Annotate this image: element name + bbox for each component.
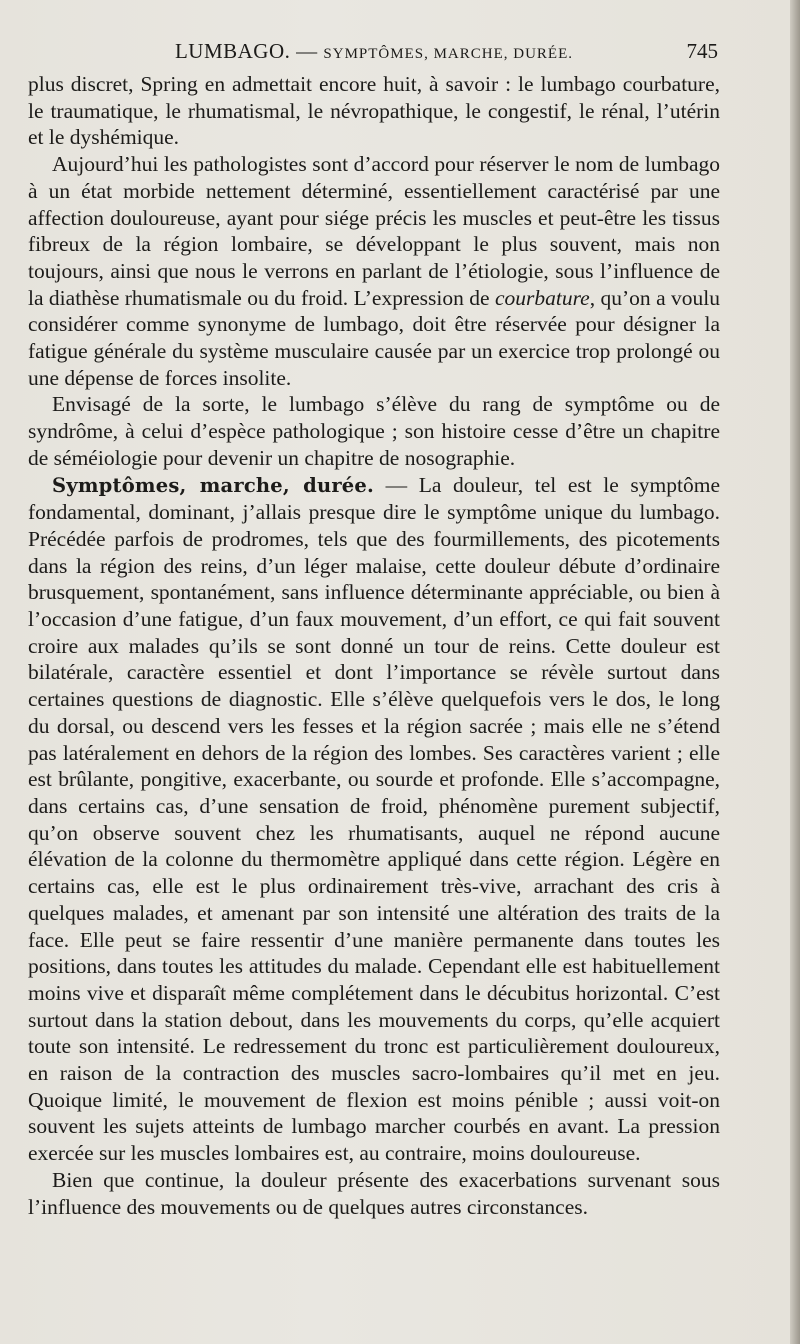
- paragraph-2: [28, 151, 720, 391]
- running-head: [28, 36, 720, 69]
- paragraph-2-text-after: , qu’on a voulu considérer comme synonyme de lumbago, doit être réservée pour désigner la fatigue générale du système musculaire causée par un exercice trop prolongé ou une dépense de forces insolite.: [28, 285, 720, 390]
- page-header: [28, 36, 720, 66]
- running-head-dash: —: [296, 39, 318, 63]
- page-edge: [790, 0, 800, 1344]
- paragraph-3: Envisagé de la sorte, le lumbago s’élève du rang de symptôme ou de syndrôme, à celui d’espèce pathologique ; son histoire cesse d’être un chapitre de séméiologie pour devenir un chapitre de nosographie.: [28, 392, 720, 470]
- paragraph-2-italic-term: courbature: [494, 285, 590, 310]
- paragraph-1: plus discret, Spring en admettait encore huit, à savoir : le lumbago courbature, le traumatique, le rhumatismal, le névropathique, le congestif, le rénal, l’utérin et le dyshémique.: [28, 72, 720, 150]
- section-heading: Symptômes, marche, durée.: [52, 473, 374, 497]
- paragraph-4-body: — La douleur, tel est le symptôme fondamental, dominant, j’allais presque dire le symptôme unique du lumbago. Précédée parfois de prodromes, tels que des fourmillements, des picotements dans la région des reins, d’un léger malaise, cette douleur débute d’ordinaire brusquement, spontanément, sans influence déterminante appréciable, ou bien à l’occasion d’une fatigue, d’un faux mouvement, d’un effort, ce qui fait souvent croire aux malades qu’ils se sont donné un tour de reins. Cette douleur est bilatérale, caractère essentiel et dont l’importance se révèle surtout dans certaines questions de diagnostic. Elle s’élève quelquefois vers le dos, le long du dorsal, ou descend vers les fesses et la région sacrée ; mais elle ne s’étend pas latéralement en dehors de la région des lombes. Ses caractères varient ; elle est brûlante, pongitive, exacerbante, ou sourde et profonde. Elle s’accompagne, dans certains cas, d’une sensation de froid, phénomène purement subjectif, qu’on observe souvent chez les rhumatisants, auquel ne répond aucune élévation de la colonne du thermomètre appliqué dans cette région. Légère en certains cas, elle est le plus ordinairement très-vive, arrachant des cris à quelques malades, et amenant par son intensité une altération des traits de la face. Elle peut se faire ressentir d’une manière permanente dans toutes les positions, dans toutes les attitudes du malade. Cependant elle est habituellement moins vive et disparaît même complétement dans le décubitus horizontal. C’est surtout dans la station debout, dans les mouvements du corps, qu’elle acquiert toute son intensité. Le redressement du tronc est particulièrement douloureux, en raison de la contraction des muscles sacro-lombaires qu’il met en jeu. Quoique limité, le mouvement de flexion est moins pénible ; aussi voit-on souvent les sujets atteints de lumbago marcher courbés en avant. La pression exercée sur les muscles lombaires est, au contraire, moins douloureuse.: [28, 472, 720, 1166]
- paragraph-4: [28, 472, 720, 1167]
- page-number: 745: [686, 39, 718, 63]
- running-head-title: LUMBAGO.: [174, 39, 291, 63]
- paragraph-2-text-before: Aujourd’hui les pathologistes sont d’accord pour réserver le nom de lumbago à un état morbide nettement déterminé, essentiellement caractérisé par une affection douloureuse, ayant pour siége précis les muscles et peut-être les tissus fibreux de la région lombaire, se développant le plus souvent, mais non toujours, ainsi que nous le verrons en parlant de l’étiologie, sous l’influence de la diathèse rhumatismale ou du froid. L’expression de: [28, 152, 720, 310]
- paragraph-5: Bien que continue, la douleur présente des exacerbations survenant sous l’influence des mouvements ou de quelques autres circonstances.: [28, 1167, 720, 1219]
- body-text: [28, 71, 720, 1220]
- running-head-section: SYMPTÔMES, MARCHE, DURÉE.: [323, 46, 574, 62]
